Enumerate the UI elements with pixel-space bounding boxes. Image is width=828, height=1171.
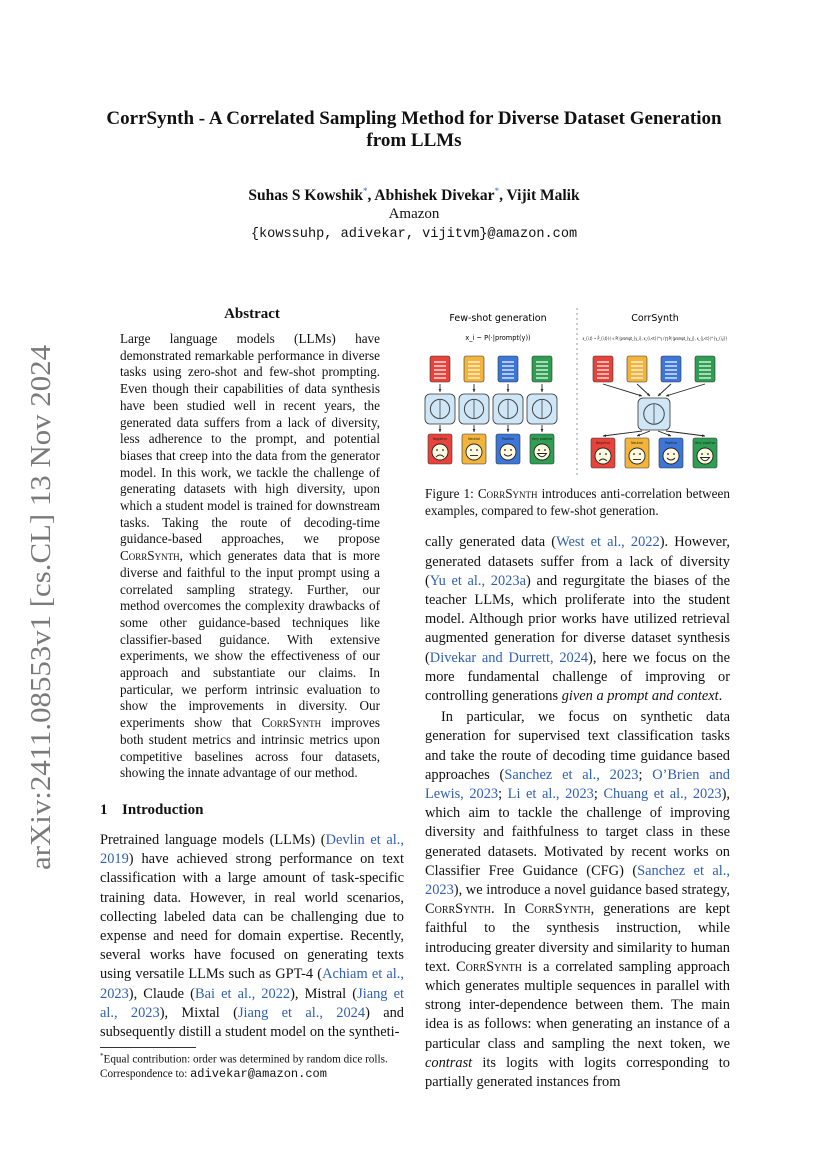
sentiment-label: Neutral [631,441,643,445]
text-run: ), here we focus on the more fundamental challenge of improving or controlling generations [425,649,731,705]
text-run: . In [490,901,525,918]
citation-link[interactable]: Bai et al., 2022 [194,985,291,1002]
few-shot-title: Few-shot generation [449,313,547,324]
text-run: ), which aim to tackle the challenge of improving diversity and faithfulness to target class in these generated datasets. Motivated by recent works on Classifier Free Guidance (CFG) ( [425,786,730,879]
sentiment-label: Very positive [694,441,716,445]
face-eye [701,453,703,455]
face-eye [667,453,669,455]
right-paragraph-1 [425,533,730,706]
citation-link[interactable]: Sanchez et al., 2023 [504,766,639,783]
section-title: Introduction [122,801,204,818]
footnote-mark: * [100,1052,104,1060]
author-name: Suhas S Kowshik [248,187,363,205]
text-run: . [718,688,723,705]
corrsynth-title: CorrSynth [631,313,679,324]
citation-link[interactable]: Chuang et al., 2023 [603,786,722,803]
abstract-part: Large language models (LLMs) have demonstrated remarkable performance in diverse tasks using zero-shot and few-shot prompting. Even though their capabilities of data synthesis have been studied well in recent years, the generated data suffers from a lack of diversity, less adherence to the prompt, and potential biases that creep into the data from the generator model. In this work, we tackle the challenge of generating datasets with high diversity, upon which a student model is trained for downstream tasks. Taking the route of decoding-time guidance-based approaches, we propose [120,331,380,547]
right-column [425,306,788,1092]
sentiment-face-icon [663,448,679,464]
sentiment-label: Neutral [468,437,480,441]
figure-diagram [425,306,788,476]
text-run: ), Mixtal ( [159,1004,238,1021]
sentiment-label: Negative [432,437,448,441]
text-run: , generations are kept faithful to the synthesis instruction, while introducing greater diversity and similarity to human text. [425,901,730,975]
sentiment-label: Positive [501,437,515,441]
text-run: ), Mistral ( [290,985,358,1002]
section-heading-introduction [100,802,404,819]
left-column [100,306,404,1042]
citation-link[interactable]: Li et al., 2023 [507,786,594,803]
intro-paragraph [100,831,404,1042]
footnote [100,1049,404,1082]
abstract-heading: Abstract [224,306,280,322]
footnote-text: Equal contribution: order was determined by random dice rolls. Correspondence to: [100,1053,388,1081]
figure-caption [425,486,730,519]
method-name: CorrSynth [425,901,491,918]
method-name: CorrSynth [261,715,322,731]
arrow-head [541,429,544,432]
method-name: CorrSynth [456,958,522,975]
sentiment-label: Positive [664,441,678,445]
method-name: CorrSynth [524,901,591,918]
citation-link[interactable]: Jiang et al., 2024 [237,1004,366,1021]
affiliation: Amazon [388,206,440,222]
flow-arrow [603,431,642,436]
face-eye [504,449,506,451]
arrow-head [507,429,510,432]
arrow-head [439,389,442,392]
sentiment-face-icon [466,444,482,460]
emphasis: contrast [425,1054,473,1071]
sentiment-label: Negative [595,441,611,445]
sentiment-label: Very positive [531,437,553,441]
text-run: its logits with logits corresponding to partially generated instances from [425,1054,730,1091]
sentiment-face-icon [629,448,645,464]
face-eye [707,453,709,455]
abstract-part: , which generates data that is more diverse and faithful to the input prompt using a correlated sampling strategy. Further, our method overcomes the complexity drawbacks of some other guidance-based techniques like classifier-based guidance. With extensive experiments, we show the effectiveness of our approach and substantiate our claims. In particular, we perform intrinsic evaluation to show the improvements in diversity. Our experiments show that [120,548,380,731]
citation-link[interactable]: Sanchez et al., 2023 [425,862,731,899]
author-list: Suhas S Kowshik*, Abhishek Divekar*, Vijit Malik [248,186,580,205]
author-name: Abhishek Divekar [374,187,495,205]
citation-link[interactable]: Jiang et al., 2023 [100,985,404,1021]
footnote-divider [100,1047,196,1048]
abstract-part: improves both student metrics and intrinsic metrics upon competitive baselines across four datasets, showing the innate advantage of our method. [120,715,380,781]
flow-arrow [666,384,705,396]
face-eye [673,453,675,455]
text-run: Pretrained language models (LLMs) ( [100,831,326,848]
emphasis: given a prompt and context [561,688,719,705]
text-run: ) and regurgitate the biases of the teacher LLMs, which proliferate into the student model. Although prior works have utilized retrieval augmented generation for diverse dataset synthesis ( [425,572,730,666]
text-run: ). However, generated datasets suffer from a lack of diversity ( [425,534,730,589]
abstract-text [120,331,380,782]
sentiment-face-icon [697,448,713,464]
sentiment-face-icon [432,444,448,460]
sentiment-face-icon [534,444,550,460]
author-name: Vijit Malik [506,187,580,205]
right-paragraph-2 [425,708,730,1092]
face-eye [639,453,641,455]
face-eye [633,453,635,455]
face-eye [599,453,601,455]
author-emails: {kowssuhp, adivekar, vijitvm}@amazon.com [250,227,578,242]
few-shot-formula: x_i ~ P(·|prompt(y)) [465,334,531,342]
flow-arrow [603,384,642,396]
arxiv-id-text: arXiv:2411.08553v1 [cs.CL] 13 Nov 2024 [26,393,57,870]
equal-contribution-mark[interactable]: * [363,186,368,196]
corrsynth-formula: x_{i,t} ~ P̂_{i,t}(·) ∝ P(·|prompt_{y_i}, x_{i,<t})^γ / ∏ P(·|prompt_{y_j}, x_{j,<t})^{γ_{i,j}} [582,337,788,342]
text-run: ) have achieved strong performance on text classification with a large amount of task-specific training data. However, in real world scenarios, collecting labeled data can be challenging due to expense and need for domain expertise. Recently, several works have focused on generating texts using versatile LLMs such as GPT-4 ( [100,851,404,983]
method-name: CorrSynth [120,548,180,564]
arrow-head [507,389,510,392]
citation-link[interactable]: West et al., 2022 [556,534,660,551]
arrow-head [439,429,442,432]
sentiment-face-icon [595,448,611,464]
face-eye [538,449,540,451]
text-run: ), we introduce a novel guidance based strategy, [453,882,730,899]
equal-contribution-mark[interactable]: * [494,186,500,196]
arrow-head [541,389,544,392]
section-number: 1 [100,801,108,818]
arrow-head [473,429,476,432]
figure-1 [425,306,788,476]
face-eye [436,449,438,451]
face-eye [442,449,444,451]
face-eye [605,453,607,455]
face-eye [510,449,512,451]
face-eye [544,449,546,451]
text-run: ; [498,786,508,803]
citation-link[interactable]: O’Brien and Lewis, 2023 [425,766,730,803]
sentiment-face-icon [500,444,516,460]
caption-label: Figure 1: [425,486,478,501]
text-run: is a correlated sampling approach which generates multiple sequences in parallel with strong inter-dependence between them. The main idea is as follows: when generating an instance of a particular class and sampling the next token, we [425,958,730,1052]
text-run: ; [638,766,653,783]
citation-link[interactable]: Yu et al., 2023a [429,572,526,589]
citation-link[interactable]: Devlin et al., 2019 [100,831,404,868]
arrow-head [473,389,476,392]
footnote-email[interactable]: adivekar@amazon.com [190,1067,327,1082]
text-run: ; [593,786,604,803]
text-run: In particular, we focus on synthetic data generation for supervised text classification tasks and take the route of decoding time guidance based approaches ( [425,709,730,783]
caption-text: introduces anti-correlation between examples, compared to few-shot generation. [425,486,730,518]
figure-marks [425,356,717,468]
arxiv-identifier [4,330,64,890]
text-run: cally generated data ( [425,534,557,551]
face-eye [470,449,472,451]
text-run: ), Claude ( [128,985,195,1002]
citation-link[interactable]: Achiam et al., 2023 [100,966,404,1002]
paper-title: CorrSynth - A Correlated Sampling Method for Diverse Dataset Generation from LLMs [106,108,722,151]
citation-link[interactable]: Divekar and Durrett, 2024 [429,649,589,666]
face-eye [476,449,478,451]
text-run: ) and subsequently distill a student model on the syntheti- [100,1004,404,1041]
flow-arrow [666,431,705,436]
method-name: CorrSynth [477,486,538,501]
